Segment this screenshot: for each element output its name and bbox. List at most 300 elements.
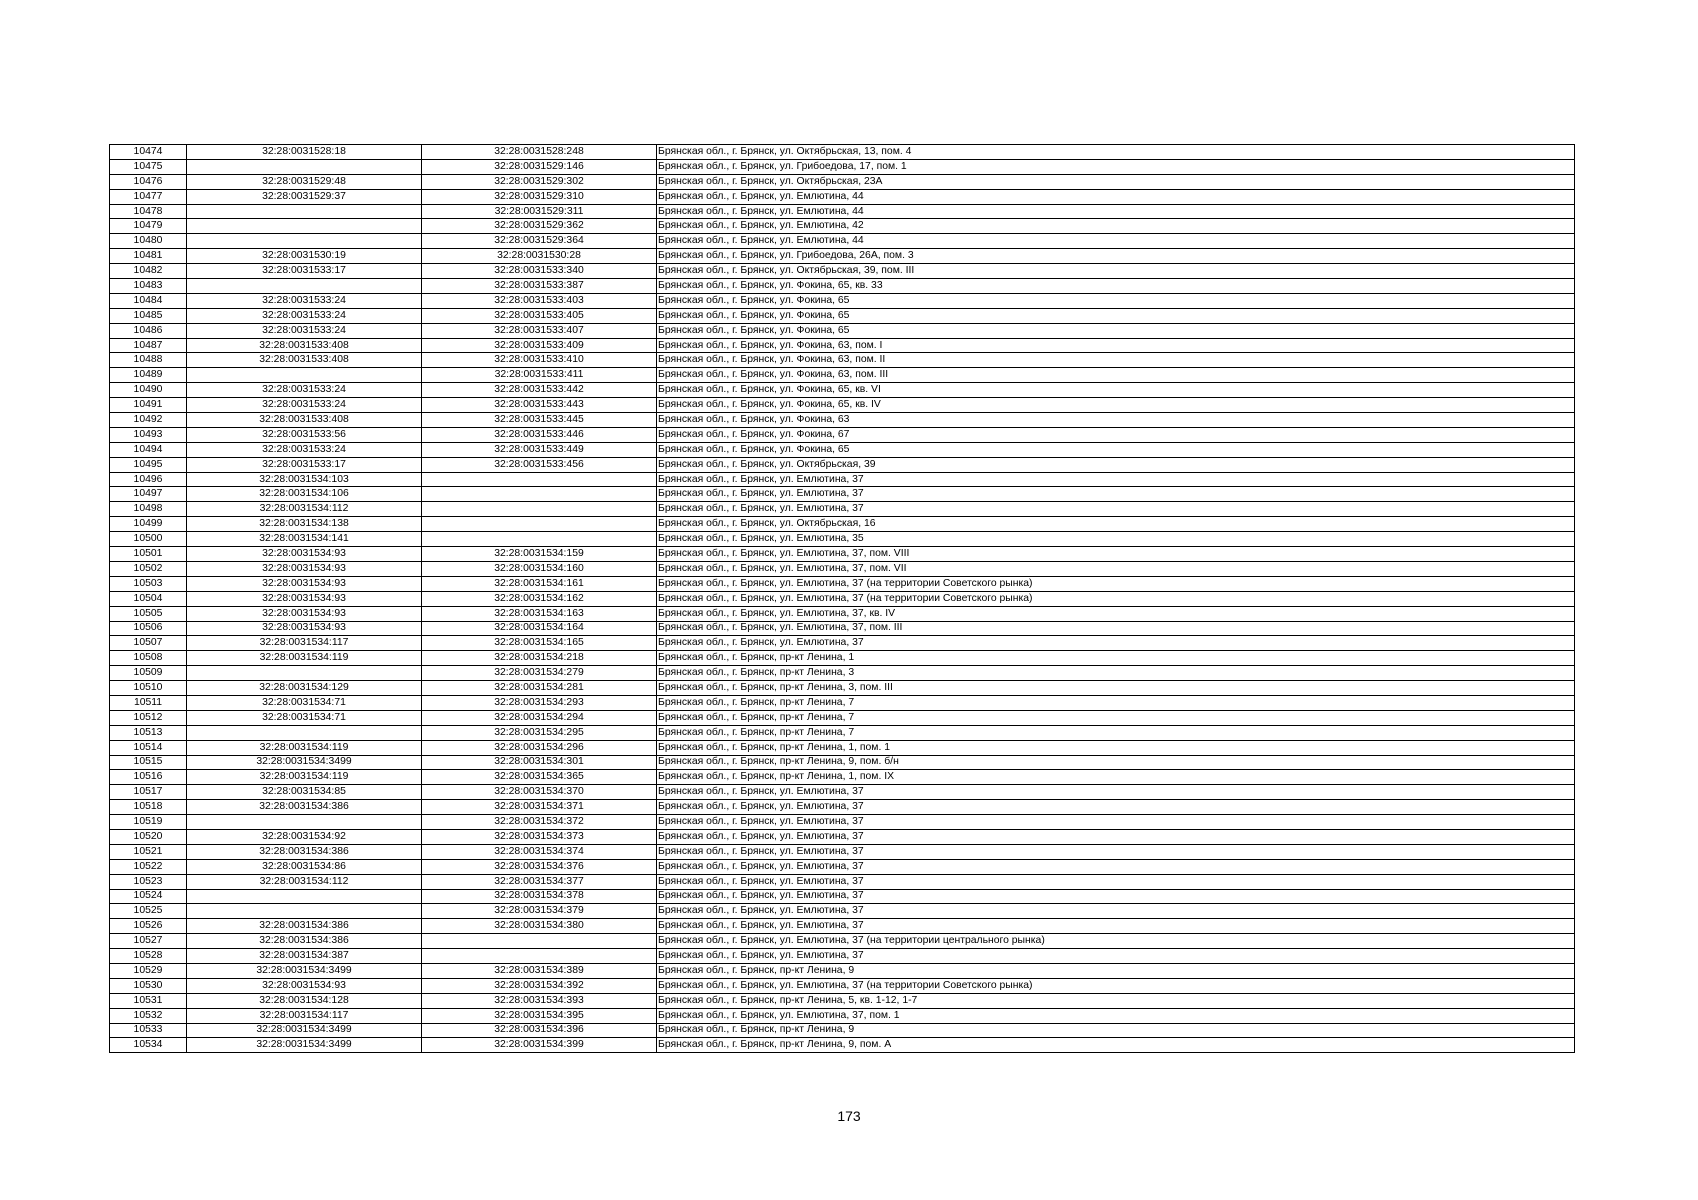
address-cell: Брянская обл., г. Брянск, ул. Емлютина, 37 (на территории Советского рынка): [657, 576, 1575, 591]
table-row: [110, 904, 1575, 919]
land-cadastral-number-cell: 32:28:0031533:24: [187, 308, 422, 323]
row-number-cell: 10518: [110, 800, 187, 815]
land-cadastral-number-cell: 32:28:0031534:128: [187, 993, 422, 1008]
row-number-cell: 10509: [110, 666, 187, 681]
address-cell: Брянская обл., г. Брянск, пр-кт Ленина, 9: [657, 963, 1575, 978]
land-cadastral-number-cell: 32:28:0031533:408: [187, 413, 422, 428]
registry-table-body: [110, 145, 1575, 1053]
address-cell: Брянская обл., г. Брянск, ул. Фокина, 63: [657, 413, 1575, 428]
row-number-cell: 10481: [110, 249, 187, 264]
land-cadastral-number-cell: 32:28:0031534:117: [187, 636, 422, 651]
table-row: [110, 963, 1575, 978]
building-cadastral-number-cell: 32:28:0031529:302: [422, 174, 657, 189]
address-cell: Брянская обл., г. Брянск, ул. Емлютина, 37: [657, 919, 1575, 934]
row-number-cell: 10482: [110, 264, 187, 279]
building-cadastral-number-cell: 32:28:0031534:377: [422, 874, 657, 889]
address-cell: Брянская обл., г. Брянск, ул. Фокина, 67: [657, 427, 1575, 442]
land-cadastral-number-cell: 32:28:0031534:93: [187, 621, 422, 636]
table-row: [110, 740, 1575, 755]
building-cadastral-number-cell: 32:28:0031534:379: [422, 904, 657, 919]
land-cadastral-number-cell: 32:28:0031533:56: [187, 427, 422, 442]
row-number-cell: 10530: [110, 978, 187, 993]
table-row: [110, 666, 1575, 681]
address-cell: Брянская обл., г. Брянск, ул. Октябрьская, 23А: [657, 174, 1575, 189]
land-cadastral-number-cell: 32:28:0031528:18: [187, 145, 422, 160]
table-row: [110, 621, 1575, 636]
table-row: [110, 502, 1575, 517]
row-number-cell: 10489: [110, 368, 187, 383]
table-row: [110, 159, 1575, 174]
land-cadastral-number-cell: 32:28:0031534:93: [187, 591, 422, 606]
row-number-cell: 10528: [110, 949, 187, 964]
row-number-cell: 10513: [110, 725, 187, 740]
building-cadastral-number-cell: 32:28:0031534:281: [422, 681, 657, 696]
land-cadastral-number-cell: 32:28:0031534:386: [187, 934, 422, 949]
building-cadastral-number-cell: 32:28:0031534:389: [422, 963, 657, 978]
row-number-cell: 10510: [110, 681, 187, 696]
address-cell: Брянская обл., г. Брянск, ул. Емлютина, 37: [657, 487, 1575, 502]
table-row: [110, 442, 1575, 457]
land-cadastral-number-cell: 32:28:0031529:48: [187, 174, 422, 189]
land-cadastral-number-cell: 32:28:0031534:117: [187, 1008, 422, 1023]
land-cadastral-number-cell: 32:28:0031534:93: [187, 576, 422, 591]
row-number-cell: 10501: [110, 547, 187, 562]
row-number-cell: 10534: [110, 1038, 187, 1053]
building-cadastral-number-cell: [422, 949, 657, 964]
building-cadastral-number-cell: 32:28:0031534:293: [422, 695, 657, 710]
row-number-cell: 10520: [110, 829, 187, 844]
address-cell: Брянская обл., г. Брянск, пр-кт Ленина, 3, пом. III: [657, 681, 1575, 696]
address-cell: Брянская обл., г. Брянск, ул. Емлютина, 37, пом. III: [657, 621, 1575, 636]
address-cell: Брянская обл., г. Брянск, ул. Фокина, 63, пом. III: [657, 368, 1575, 383]
address-cell: Брянская обл., г. Брянск, ул. Емлютина, 37 (на территории Советского рынка): [657, 978, 1575, 993]
row-number-cell: 10476: [110, 174, 187, 189]
table-row: [110, 591, 1575, 606]
row-number-cell: 10524: [110, 889, 187, 904]
row-number-cell: 10480: [110, 234, 187, 249]
building-cadastral-number-cell: 32:28:0031534:160: [422, 561, 657, 576]
table-row: [110, 934, 1575, 949]
building-cadastral-number-cell: 32:28:0031534:295: [422, 725, 657, 740]
address-cell: Брянская обл., г. Брянск, ул. Емлютина, 37: [657, 636, 1575, 651]
table-row: [110, 174, 1575, 189]
land-cadastral-number-cell: 32:28:0031534:386: [187, 919, 422, 934]
land-cadastral-number-cell: 32:28:0031534:119: [187, 740, 422, 755]
address-cell: Брянская обл., г. Брянск, ул. Емлютина, 42: [657, 219, 1575, 234]
land-cadastral-number-cell: 32:28:0031533:17: [187, 264, 422, 279]
address-cell: Брянская обл., г. Брянск, ул. Октябрьская, 39, пом. III: [657, 264, 1575, 279]
building-cadastral-number-cell: 32:28:0031534:373: [422, 829, 657, 844]
address-cell: Брянская обл., г. Брянск, ул. Грибоедова, 17, пом. 1: [657, 159, 1575, 174]
address-cell: Брянская обл., г. Брянск, ул. Емлютина, 37: [657, 874, 1575, 889]
land-cadastral-number-cell: [187, 368, 422, 383]
land-cadastral-number-cell: 32:28:0031534:71: [187, 710, 422, 725]
address-cell: Брянская обл., г. Брянск, ул. Октябрьская, 13, пом. 4: [657, 145, 1575, 160]
table-row: [110, 308, 1575, 323]
table-row: [110, 234, 1575, 249]
land-cadastral-number-cell: 32:28:0031534:387: [187, 949, 422, 964]
address-cell: Брянская обл., г. Брянск, ул. Емлютина, 37: [657, 472, 1575, 487]
building-cadastral-number-cell: 32:28:0031534:370: [422, 785, 657, 800]
building-cadastral-number-cell: 32:28:0031534:376: [422, 859, 657, 874]
address-cell: Брянская обл., г. Брянск, ул. Емлютина, 37, пом. 1: [657, 1008, 1575, 1023]
row-number-cell: 10507: [110, 636, 187, 651]
land-cadastral-number-cell: 32:28:0031534:119: [187, 770, 422, 785]
building-cadastral-number-cell: 32:28:0031530:28: [422, 249, 657, 264]
building-cadastral-number-cell: 32:28:0031534:164: [422, 621, 657, 636]
address-cell: Брянская обл., г. Брянск, ул. Фокина, 65, кв. VI: [657, 383, 1575, 398]
table-row: [110, 264, 1575, 279]
row-number-cell: 10493: [110, 427, 187, 442]
building-cadastral-number-cell: 32:28:0031534:396: [422, 1023, 657, 1038]
land-cadastral-number-cell: 32:28:0031534:112: [187, 874, 422, 889]
building-cadastral-number-cell: 32:28:0031534:279: [422, 666, 657, 681]
building-cadastral-number-cell: 32:28:0031533:340: [422, 264, 657, 279]
table-row: [110, 189, 1575, 204]
land-cadastral-number-cell: 32:28:0031534:119: [187, 651, 422, 666]
land-cadastral-number-cell: 32:28:0031533:24: [187, 398, 422, 413]
land-cadastral-number-cell: [187, 204, 422, 219]
row-number-cell: 10529: [110, 963, 187, 978]
address-cell: Брянская обл., г. Брянск, ул. Емлютина, 37 (на территории центрального рынка): [657, 934, 1575, 949]
building-cadastral-number-cell: [422, 532, 657, 547]
table-row: [110, 978, 1575, 993]
building-cadastral-number-cell: 32:28:0031528:248: [422, 145, 657, 160]
row-number-cell: 10506: [110, 621, 187, 636]
row-number-cell: 10490: [110, 383, 187, 398]
row-number-cell: 10494: [110, 442, 187, 457]
row-number-cell: 10498: [110, 502, 187, 517]
row-number-cell: 10497: [110, 487, 187, 502]
building-cadastral-number-cell: 32:28:0031533:409: [422, 338, 657, 353]
table-row: [110, 219, 1575, 234]
address-cell: Брянская обл., г. Брянск, ул. Фокина, 63, пом. II: [657, 353, 1575, 368]
row-number-cell: 10531: [110, 993, 187, 1008]
address-cell: Брянская обл., г. Брянск, ул. Фокина, 65: [657, 293, 1575, 308]
table-row: [110, 576, 1575, 591]
building-cadastral-number-cell: 32:28:0031533:445: [422, 413, 657, 428]
land-cadastral-number-cell: 32:28:0031534:386: [187, 844, 422, 859]
building-cadastral-number-cell: 32:28:0031533:411: [422, 368, 657, 383]
address-cell: Брянская обл., г. Брянск, ул. Емлютина, 37: [657, 502, 1575, 517]
building-cadastral-number-cell: 32:28:0031534:374: [422, 844, 657, 859]
building-cadastral-number-cell: 32:28:0031534:372: [422, 815, 657, 830]
table-row: [110, 800, 1575, 815]
building-cadastral-number-cell: 32:28:0031534:395: [422, 1008, 657, 1023]
cadastral-registry-table: [109, 144, 1575, 1053]
building-cadastral-number-cell: 32:28:0031534:378: [422, 889, 657, 904]
address-cell: Брянская обл., г. Брянск, ул. Фокина, 65: [657, 442, 1575, 457]
table-row: [110, 919, 1575, 934]
building-cadastral-number-cell: 32:28:0031529:146: [422, 159, 657, 174]
table-row: [110, 472, 1575, 487]
table-row: [110, 859, 1575, 874]
land-cadastral-number-cell: [187, 904, 422, 919]
address-cell: Брянская обл., г. Брянск, ул. Емлютина, 44: [657, 234, 1575, 249]
building-cadastral-number-cell: 32:28:0031534:393: [422, 993, 657, 1008]
address-cell: Брянская обл., г. Брянск, пр-кт Ленина, 1, пом. IX: [657, 770, 1575, 785]
land-cadastral-number-cell: [187, 889, 422, 904]
row-number-cell: 10495: [110, 457, 187, 472]
table-row: [110, 145, 1575, 160]
land-cadastral-number-cell: 32:28:0031534:3499: [187, 1038, 422, 1053]
row-number-cell: 10488: [110, 353, 187, 368]
land-cadastral-number-cell: 32:28:0031534:93: [187, 561, 422, 576]
address-cell: Брянская обл., г. Брянск, ул. Фокина, 65, кв. 33: [657, 279, 1575, 294]
land-cadastral-number-cell: 32:28:0031534:3499: [187, 755, 422, 770]
row-number-cell: 10479: [110, 219, 187, 234]
table-row: [110, 770, 1575, 785]
building-cadastral-number-cell: 32:28:0031533:442: [422, 383, 657, 398]
table-row: [110, 561, 1575, 576]
building-cadastral-number-cell: 32:28:0031533:410: [422, 353, 657, 368]
land-cadastral-number-cell: 32:28:0031534:3499: [187, 963, 422, 978]
building-cadastral-number-cell: 32:28:0031529:362: [422, 219, 657, 234]
address-cell: Брянская обл., г. Брянск, пр-кт Ленина, 1, пом. 1: [657, 740, 1575, 755]
row-number-cell: 10532: [110, 1008, 187, 1023]
address-cell: Брянская обл., г. Брянск, ул. Емлютина, 37 (на территории Советского рынка): [657, 591, 1575, 606]
building-cadastral-number-cell: 32:28:0031533:403: [422, 293, 657, 308]
building-cadastral-number-cell: 32:28:0031534:365: [422, 770, 657, 785]
address-cell: Брянская обл., г. Брянск, ул. Емлютина, 44: [657, 189, 1575, 204]
address-cell: Брянская обл., г. Брянск, пр-кт Ленина, 9, пом. А: [657, 1038, 1575, 1053]
address-cell: Брянская обл., г. Брянск, ул. Емлютина, 37: [657, 844, 1575, 859]
table-row: [110, 249, 1575, 264]
address-cell: Брянская обл., г. Брянск, ул. Емлютина, 37, пом. VIII: [657, 547, 1575, 562]
row-number-cell: 10492: [110, 413, 187, 428]
row-number-cell: 10500: [110, 532, 187, 547]
table-row: [110, 681, 1575, 696]
address-cell: Брянская обл., г. Брянск, ул. Емлютина, 44: [657, 204, 1575, 219]
land-cadastral-number-cell: 32:28:0031534:106: [187, 487, 422, 502]
building-cadastral-number-cell: 32:28:0031534:301: [422, 755, 657, 770]
row-number-cell: 10512: [110, 710, 187, 725]
table-row: [110, 338, 1575, 353]
table-row: [110, 547, 1575, 562]
address-cell: Брянская обл., г. Брянск, ул. Емлютина, 37: [657, 904, 1575, 919]
address-cell: Брянская обл., г. Брянск, пр-кт Ленина, 5, кв. 1-12, 1-7: [657, 993, 1575, 1008]
building-cadastral-number-cell: [422, 934, 657, 949]
building-cadastral-number-cell: 32:28:0031534:399: [422, 1038, 657, 1053]
land-cadastral-number-cell: [187, 815, 422, 830]
building-cadastral-number-cell: 32:28:0031533:407: [422, 323, 657, 338]
building-cadastral-number-cell: 32:28:0031534:294: [422, 710, 657, 725]
address-cell: Брянская обл., г. Брянск, пр-кт Ленина, 7: [657, 710, 1575, 725]
row-number-cell: 10502: [110, 561, 187, 576]
row-number-cell: 10511: [110, 695, 187, 710]
land-cadastral-number-cell: [187, 234, 422, 249]
land-cadastral-number-cell: 32:28:0031533:17: [187, 457, 422, 472]
land-cadastral-number-cell: 32:28:0031533:24: [187, 383, 422, 398]
address-cell: Брянская обл., г. Брянск, пр-кт Ленина, 7: [657, 725, 1575, 740]
row-number-cell: 10505: [110, 606, 187, 621]
building-cadastral-number-cell: 32:28:0031534:296: [422, 740, 657, 755]
building-cadastral-number-cell: 32:28:0031533:405: [422, 308, 657, 323]
table-row: [110, 844, 1575, 859]
row-number-cell: 10525: [110, 904, 187, 919]
address-cell: Брянская обл., г. Брянск, ул. Грибоедова, 26А, пом. 3: [657, 249, 1575, 264]
table-row: [110, 725, 1575, 740]
table-row: [110, 1023, 1575, 1038]
table-row: [110, 695, 1575, 710]
table-row: [110, 293, 1575, 308]
row-number-cell: 10517: [110, 785, 187, 800]
land-cadastral-number-cell: 32:28:0031534:93: [187, 547, 422, 562]
row-number-cell: 10486: [110, 323, 187, 338]
row-number-cell: 10485: [110, 308, 187, 323]
land-cadastral-number-cell: 32:28:0031534:92: [187, 829, 422, 844]
table-row: [110, 517, 1575, 532]
building-cadastral-number-cell: 32:28:0031533:387: [422, 279, 657, 294]
table-row: [110, 949, 1575, 964]
land-cadastral-number-cell: 32:28:0031533:24: [187, 293, 422, 308]
address-cell: Брянская обл., г. Брянск, ул. Емлютина, 37: [657, 949, 1575, 964]
address-cell: Брянская обл., г. Брянск, пр-кт Ленина, 3: [657, 666, 1575, 681]
table-row: [110, 815, 1575, 830]
building-cadastral-number-cell: 32:28:0031534:165: [422, 636, 657, 651]
building-cadastral-number-cell: 32:28:0031534:163: [422, 606, 657, 621]
land-cadastral-number-cell: [187, 279, 422, 294]
table-row: [110, 636, 1575, 651]
land-cadastral-number-cell: 32:28:0031534:93: [187, 978, 422, 993]
table-row: [110, 532, 1575, 547]
address-cell: Брянская обл., г. Брянск, ул. Емлютина, 37: [657, 815, 1575, 830]
table-row: [110, 1038, 1575, 1053]
building-cadastral-number-cell: 32:28:0031534:371: [422, 800, 657, 815]
land-cadastral-number-cell: 32:28:0031534:103: [187, 472, 422, 487]
address-cell: Брянская обл., г. Брянск, ул. Емлютина, 37: [657, 800, 1575, 815]
address-cell: Брянская обл., г. Брянск, ул. Емлютина, 37, пом. VII: [657, 561, 1575, 576]
building-cadastral-number-cell: 32:28:0031533:449: [422, 442, 657, 457]
table-row: [110, 398, 1575, 413]
building-cadastral-number-cell: 32:28:0031533:456: [422, 457, 657, 472]
land-cadastral-number-cell: 32:28:0031530:19: [187, 249, 422, 264]
address-cell: Брянская обл., г. Брянск, ул. Емлютина, 37: [657, 829, 1575, 844]
table-row: [110, 279, 1575, 294]
row-number-cell: 10516: [110, 770, 187, 785]
land-cadastral-number-cell: [187, 666, 422, 681]
building-cadastral-number-cell: 32:28:0031534:380: [422, 919, 657, 934]
land-cadastral-number-cell: 32:28:0031534:138: [187, 517, 422, 532]
building-cadastral-number-cell: 32:28:0031534:218: [422, 651, 657, 666]
land-cadastral-number-cell: 32:28:0031533:24: [187, 323, 422, 338]
building-cadastral-number-cell: 32:28:0031534:392: [422, 978, 657, 993]
table-row: [110, 874, 1575, 889]
address-cell: Брянская обл., г. Брянск, ул. Фокина, 65: [657, 323, 1575, 338]
land-cadastral-number-cell: 32:28:0031533:408: [187, 338, 422, 353]
table-row: [110, 427, 1575, 442]
table-row: [110, 710, 1575, 725]
address-cell: Брянская обл., г. Брянск, ул. Октябрьская, 39: [657, 457, 1575, 472]
row-number-cell: 10503: [110, 576, 187, 591]
address-cell: Брянская обл., г. Брянск, ул. Октябрьская, 16: [657, 517, 1575, 532]
building-cadastral-number-cell: 32:28:0031529:364: [422, 234, 657, 249]
row-number-cell: 10526: [110, 919, 187, 934]
row-number-cell: 10504: [110, 591, 187, 606]
building-cadastral-number-cell: [422, 502, 657, 517]
building-cadastral-number-cell: [422, 472, 657, 487]
address-cell: Брянская обл., г. Брянск, ул. Емлютина, 37: [657, 889, 1575, 904]
building-cadastral-number-cell: 32:28:0031534:162: [422, 591, 657, 606]
land-cadastral-number-cell: 32:28:0031534:86: [187, 859, 422, 874]
table-row: [110, 1008, 1575, 1023]
address-cell: Брянская обл., г. Брянск, ул. Емлютина, 35: [657, 532, 1575, 547]
building-cadastral-number-cell: 32:28:0031534:159: [422, 547, 657, 562]
row-number-cell: 10521: [110, 844, 187, 859]
address-cell: Брянская обл., г. Брянск, ул. Фокина, 65, кв. IV: [657, 398, 1575, 413]
land-cadastral-number-cell: 32:28:0031534:93: [187, 606, 422, 621]
row-number-cell: 10484: [110, 293, 187, 308]
table-row: [110, 606, 1575, 621]
table-row: [110, 353, 1575, 368]
land-cadastral-number-cell: 32:28:0031534:85: [187, 785, 422, 800]
address-cell: Брянская обл., г. Брянск, пр-кт Ленина, 9: [657, 1023, 1575, 1038]
land-cadastral-number-cell: 32:28:0031529:37: [187, 189, 422, 204]
table-row: [110, 204, 1575, 219]
address-cell: Брянская обл., г. Брянск, ул. Емлютина, 37: [657, 785, 1575, 800]
row-number-cell: 10515: [110, 755, 187, 770]
address-cell: Брянская обл., г. Брянск, пр-кт Ленина, 7: [657, 695, 1575, 710]
row-number-cell: 10491: [110, 398, 187, 413]
row-number-cell: 10508: [110, 651, 187, 666]
land-cadastral-number-cell: 32:28:0031534:129: [187, 681, 422, 696]
building-cadastral-number-cell: 32:28:0031529:311: [422, 204, 657, 219]
land-cadastral-number-cell: 32:28:0031534:71: [187, 695, 422, 710]
page-number: 173: [837, 1108, 861, 1124]
land-cadastral-number-cell: [187, 219, 422, 234]
table-row: [110, 457, 1575, 472]
row-number-cell: 10487: [110, 338, 187, 353]
land-cadastral-number-cell: 32:28:0031534:386: [187, 800, 422, 815]
table-row: [110, 413, 1575, 428]
row-number-cell: 10478: [110, 204, 187, 219]
table-row: [110, 323, 1575, 338]
land-cadastral-number-cell: [187, 159, 422, 174]
table-row: [110, 755, 1575, 770]
row-number-cell: 10522: [110, 859, 187, 874]
land-cadastral-number-cell: 32:28:0031534:3499: [187, 1023, 422, 1038]
table-row: [110, 785, 1575, 800]
address-cell: Брянская обл., г. Брянск, ул. Фокина, 65: [657, 308, 1575, 323]
table-row: [110, 383, 1575, 398]
table-row: [110, 993, 1575, 1008]
address-cell: Брянская обл., г. Брянск, ул. Емлютина, 37: [657, 859, 1575, 874]
address-cell: Брянская обл., г. Брянск, ул. Емлютина, 37, кв. IV: [657, 606, 1575, 621]
row-number-cell: 10523: [110, 874, 187, 889]
row-number-cell: 10474: [110, 145, 187, 160]
address-cell: Брянская обл., г. Брянск, пр-кт Ленина, 9, пом. б/н: [657, 755, 1575, 770]
building-cadastral-number-cell: [422, 517, 657, 532]
row-number-cell: 10475: [110, 159, 187, 174]
table-row: [110, 651, 1575, 666]
row-number-cell: 10533: [110, 1023, 187, 1038]
address-cell: Брянская обл., г. Брянск, ул. Фокина, 63, пом. I: [657, 338, 1575, 353]
table-row: [110, 829, 1575, 844]
row-number-cell: 10527: [110, 934, 187, 949]
land-cadastral-number-cell: 32:28:0031534:112: [187, 502, 422, 517]
building-cadastral-number-cell: [422, 487, 657, 502]
row-number-cell: 10519: [110, 815, 187, 830]
land-cadastral-number-cell: 32:28:0031533:408: [187, 353, 422, 368]
address-cell: Брянская обл., г. Брянск, пр-кт Ленина, 1: [657, 651, 1575, 666]
building-cadastral-number-cell: 32:28:0031529:310: [422, 189, 657, 204]
land-cadastral-number-cell: 32:28:0031533:24: [187, 442, 422, 457]
table-row: [110, 889, 1575, 904]
table-row: [110, 368, 1575, 383]
row-number-cell: 10483: [110, 279, 187, 294]
building-cadastral-number-cell: 32:28:0031534:161: [422, 576, 657, 591]
building-cadastral-number-cell: 32:28:0031533:443: [422, 398, 657, 413]
